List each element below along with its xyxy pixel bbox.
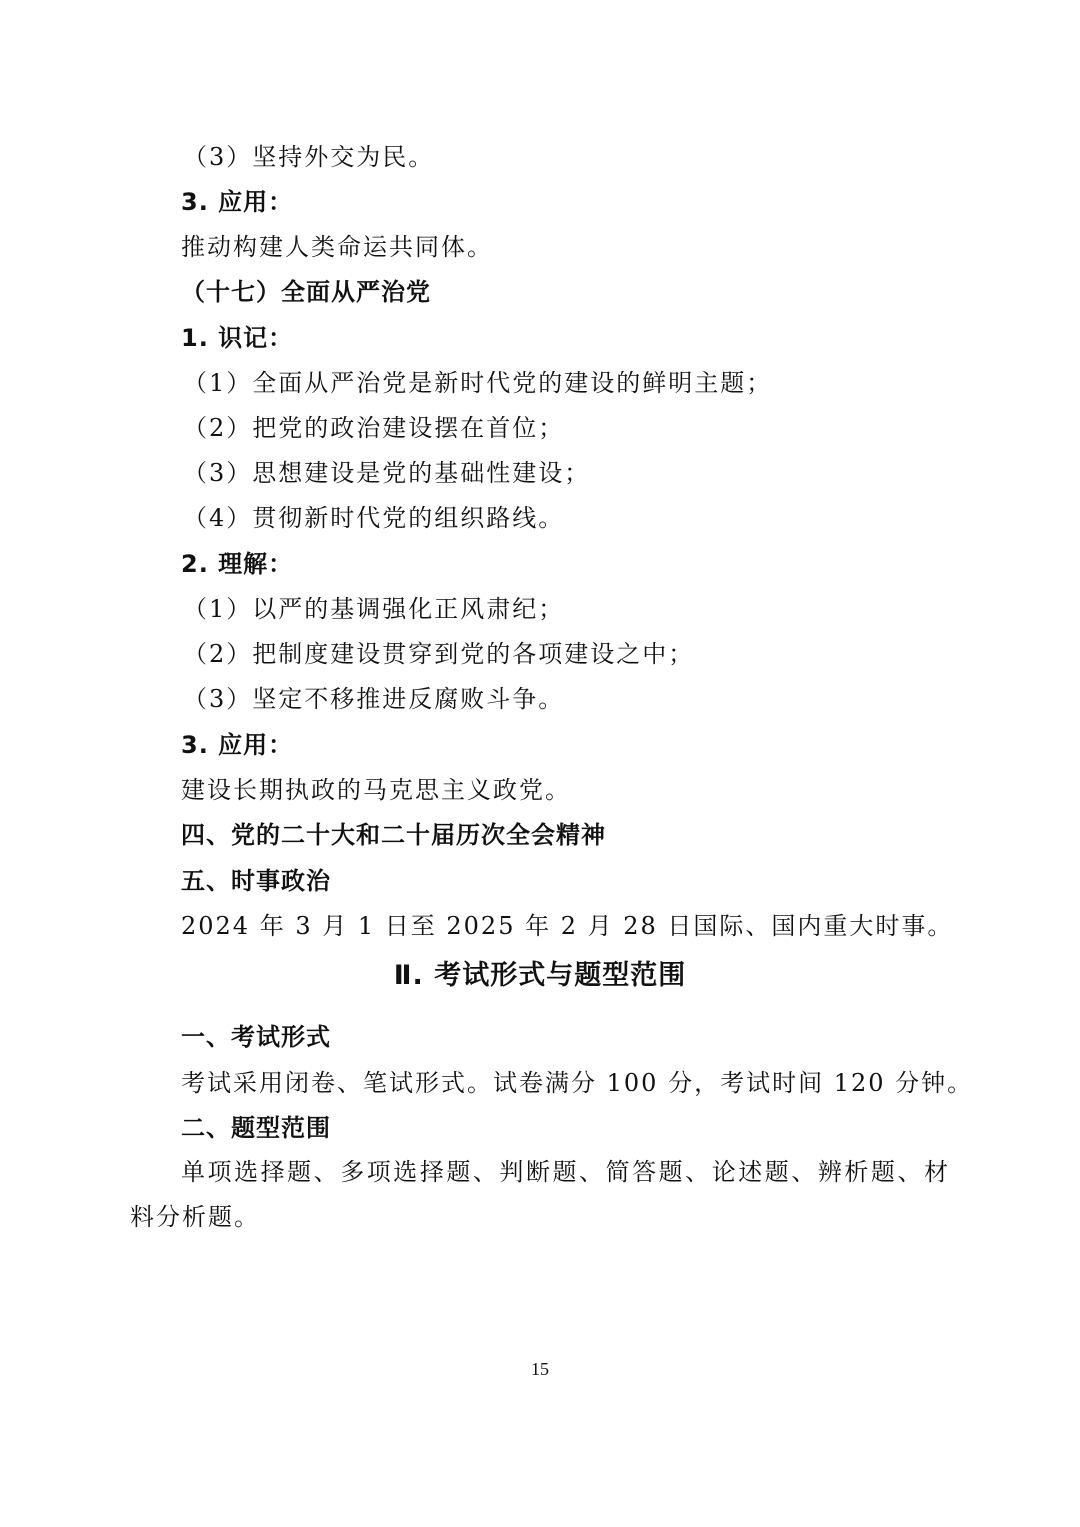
exam-form-text: 考试采用闭卷、笔试形式。试卷满分 100 分，考试时间 120 分钟。: [181, 1069, 974, 1097]
understand-item-2: （2）把制度建设贯穿到党的各项建设之中；: [183, 640, 695, 668]
section-heading-17: （十七）全面从严治党: [181, 278, 431, 306]
heading-exam-form: 一、考试形式: [181, 1023, 331, 1051]
application-text-2: 建设长期执政的马克思主义政党。: [181, 776, 571, 804]
section-heading-5: 五、时事政治: [181, 867, 331, 895]
memorize-item-1: （1）全面从严治党是新时代党的建设的鲜明主题；: [183, 369, 773, 397]
understand-item-3: （3）坚定不移推进反腐败斗争。: [183, 685, 565, 713]
subheading-application-2: 3. 应用：: [181, 731, 294, 759]
understand-item-1: （1）以严的基调强化正风肃纪；: [183, 595, 565, 623]
current-affairs-text: 2024 年 3 月 1 日至 2025 年 2 月 28 日国际、国内重大时事。: [181, 912, 954, 940]
page-number: 15: [531, 1359, 549, 1379]
question-types-paragraph: 单项选择题、多项选择题、判断题、简答题、论述题、辨析题、材料分析题。: [130, 1158, 950, 1231]
memorize-item-3: （3）思想建设是党的基础性建设；: [183, 459, 591, 487]
memorize-item-4: （4）贯彻新时代党的组织路线。: [183, 504, 565, 532]
memorize-item-2: （2）把党的政治建设摆在首位；: [183, 414, 565, 442]
subheading-understand: 2. 理解：: [181, 550, 294, 578]
subheading-application: 3. 应用：: [181, 188, 294, 216]
section-heading-4: 四、党的二十大和二十届历次全会精神: [181, 821, 606, 849]
heading-question-types: 二、题型范围: [181, 1114, 331, 1142]
subheading-memorize: 1. 识记：: [181, 324, 294, 352]
section-title-exam-form: Ⅱ. 考试形式与题型范围: [393, 960, 687, 991]
item-3-diplomacy-for-people: （3）坚持外交为民。: [183, 143, 435, 171]
application-text: 推动构建人类命运共同体。: [181, 233, 493, 261]
